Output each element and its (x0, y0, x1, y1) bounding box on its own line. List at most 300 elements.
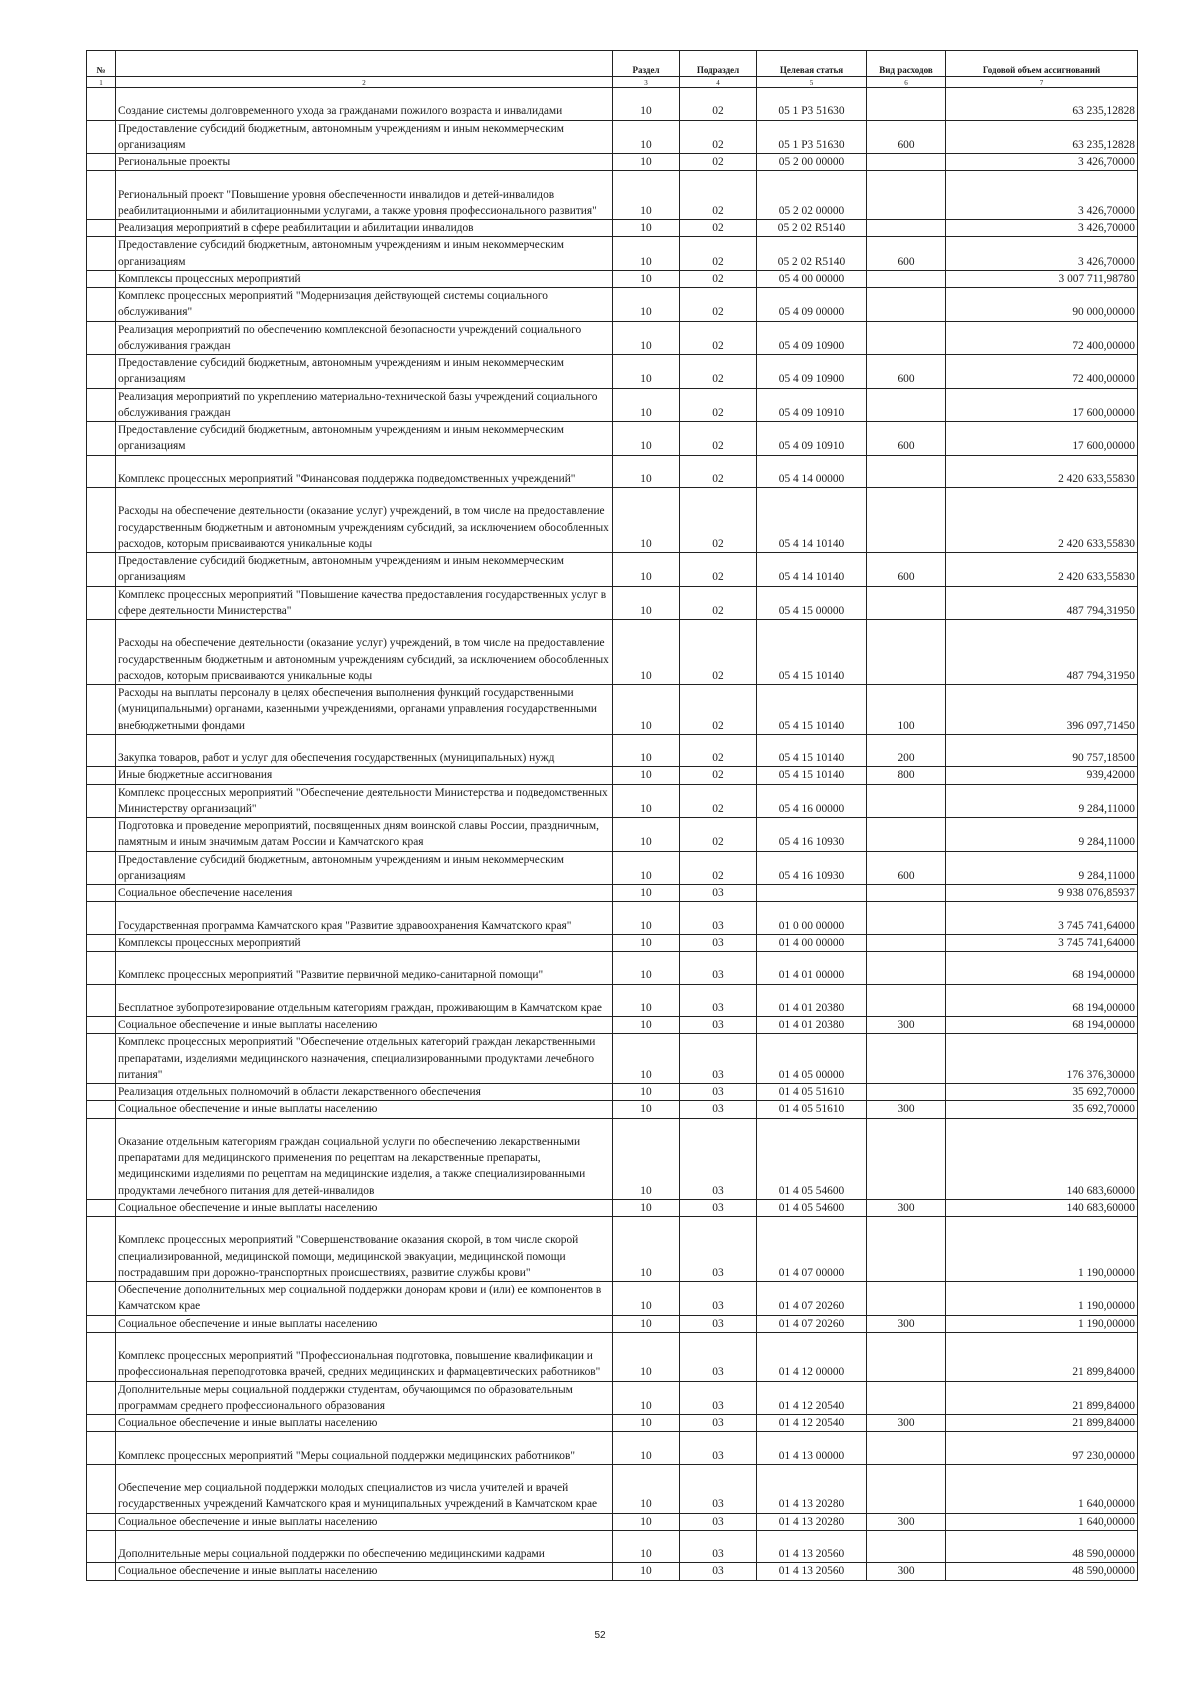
row-name: Комплекс процессных мероприятий "Меры социальной поддержки медицинских работников" (116, 1432, 613, 1465)
row-vid-raskhodov: 300 (867, 1563, 946, 1580)
row-podrazdel: 02 (680, 321, 757, 355)
row-number-cell (87, 1101, 116, 1118)
table-row (87, 321, 1138, 355)
row-celevaya-statya: 01 4 13 20560 (757, 1530, 867, 1563)
row-sum: 9 938 076,85937 (946, 885, 1138, 902)
row-number-cell (87, 88, 116, 121)
row-razdel: 10 (613, 88, 680, 121)
row-podrazdel: 02 (680, 553, 757, 587)
row-podrazdel: 03 (680, 1282, 757, 1316)
row-podrazdel: 02 (680, 288, 757, 322)
table-row (87, 1464, 1138, 1513)
row-sum: 3 745 741,64000 (946, 934, 1138, 951)
row-podrazdel: 03 (680, 1315, 757, 1332)
row-podrazdel: 02 (680, 767, 757, 784)
row-podrazdel: 03 (680, 1332, 757, 1381)
row-number-cell (87, 1530, 116, 1563)
row-podrazdel: 03 (680, 1530, 757, 1563)
row-sum: 97 230,00000 (946, 1432, 1138, 1465)
row-number-cell (87, 734, 116, 767)
row-vid-raskhodov (867, 1084, 946, 1101)
row-sum: 2 420 633,55830 (946, 488, 1138, 553)
row-razdel: 10 (613, 885, 680, 902)
row-razdel: 10 (613, 1118, 680, 1199)
row-name: Дополнительные меры социальной поддержки по обеспечению медицинскими кадрами (116, 1530, 613, 1563)
row-vid-raskhodov (867, 586, 946, 620)
row-name: Социальное обеспечение и иные выплаты населению (116, 1199, 613, 1216)
row-razdel: 10 (613, 685, 680, 735)
row-podrazdel: 02 (680, 784, 757, 818)
row-razdel: 10 (613, 586, 680, 620)
row-razdel: 10 (613, 120, 680, 154)
row-celevaya-statya: 05 4 15 10140 (757, 767, 867, 784)
row-vid-raskhodov (867, 455, 946, 488)
table-row (87, 120, 1138, 154)
row-number-cell (87, 818, 116, 852)
row-podrazdel: 03 (680, 902, 757, 935)
row-name: Социальное обеспечение и иные выплаты населению (116, 1017, 613, 1034)
row-celevaya-statya: 05 4 00 00000 (757, 270, 867, 287)
row-number-cell (87, 1464, 116, 1513)
row-razdel: 10 (613, 1332, 680, 1381)
row-name: Региональные проекты (116, 154, 613, 171)
table-row (87, 934, 1138, 951)
row-celevaya-statya: 01 4 13 20280 (757, 1513, 867, 1530)
row-vid-raskhodov (867, 488, 946, 553)
table-row (87, 586, 1138, 620)
table-row (87, 818, 1138, 852)
row-sum: 72 400,00000 (946, 355, 1138, 389)
row-razdel: 10 (613, 154, 680, 171)
row-podrazdel: 03 (680, 1118, 757, 1199)
row-name: Комплекс процессных мероприятий "Повышение качества предоставления государственных услуг в сфере деятельности Министерства" (116, 586, 613, 620)
row-podrazdel: 02 (680, 220, 757, 237)
row-name: Создание системы долговременного ухода за гражданами пожилого возраста и инвалидами (116, 88, 613, 121)
row-number-cell (87, 1332, 116, 1381)
row-number-cell (87, 784, 116, 818)
row-vid-raskhodov (867, 1282, 946, 1316)
row-celevaya-statya: 01 4 01 00000 (757, 952, 867, 985)
row-podrazdel: 03 (680, 1017, 757, 1034)
row-celevaya-statya: 01 4 05 51610 (757, 1084, 867, 1101)
row-sum: 9 284,11000 (946, 818, 1138, 852)
row-sum: 9 284,11000 (946, 851, 1138, 885)
table-body (87, 88, 1138, 1581)
row-sum: 35 692,70000 (946, 1084, 1138, 1101)
row-celevaya-statya: 05 4 14 10140 (757, 488, 867, 553)
row-celevaya-statya: 05 4 14 10140 (757, 553, 867, 587)
row-name: Расходы на выплаты персоналу в целях обеспечения выполнения функций государственными (муниципальными) органами, казенными учреждениями, органами управления государственными внебюджетными фондами (116, 685, 613, 735)
row-sum: 1 190,00000 (946, 1282, 1138, 1316)
row-celevaya-statya: 01 4 00 00000 (757, 934, 867, 951)
row-name: Комплексы процессных мероприятий (116, 934, 613, 951)
row-vid-raskhodov: 600 (867, 237, 946, 271)
header-razdel: Раздел (613, 51, 680, 77)
row-sum: 21 899,84000 (946, 1415, 1138, 1432)
row-celevaya-statya: 01 4 12 00000 (757, 1332, 867, 1381)
row-celevaya-statya: 05 4 15 10140 (757, 734, 867, 767)
row-razdel: 10 (613, 488, 680, 553)
row-name: Предоставление субсидий бюджетным, автономным учреждениям и иным некоммерческим организациям (116, 237, 613, 271)
row-podrazdel: 02 (680, 818, 757, 852)
row-vid-raskhodov (867, 902, 946, 935)
row-sum: 140 683,60000 (946, 1199, 1138, 1216)
row-vid-raskhodov: 600 (867, 355, 946, 389)
row-celevaya-statya: 01 4 07 00000 (757, 1217, 867, 1282)
row-podrazdel: 03 (680, 1199, 757, 1216)
row-razdel: 10 (613, 1017, 680, 1034)
row-sum: 21 899,84000 (946, 1381, 1138, 1415)
row-vid-raskhodov (867, 388, 946, 422)
row-name: Социальное обеспечение и иные выплаты населению (116, 1101, 613, 1118)
header-celevaya: Целевая статья (757, 51, 867, 77)
column-number: 5 (757, 77, 867, 88)
row-vid-raskhodov (867, 952, 946, 985)
table-row (87, 220, 1138, 237)
row-name: Комплекс процессных мероприятий "Развитие первичной медико-санитарной помощи" (116, 952, 613, 985)
row-sum: 3 426,70000 (946, 237, 1138, 271)
row-number-cell (87, 1034, 116, 1084)
row-celevaya-statya: 05 4 09 10900 (757, 355, 867, 389)
header-vid: Вид расходов (867, 51, 946, 77)
row-vid-raskhodov (867, 171, 946, 220)
row-name: Государственная программа Камчатского края "Развитие здравоохранения Камчатского края" (116, 902, 613, 935)
table-header (87, 51, 1138, 88)
table-row (87, 1101, 1138, 1118)
row-vid-raskhodov (867, 288, 946, 322)
row-sum: 487 794,31950 (946, 620, 1138, 685)
column-number: 2 (116, 77, 613, 88)
row-celevaya-statya: 01 4 01 20380 (757, 984, 867, 1017)
row-razdel: 10 (613, 952, 680, 985)
row-celevaya-statya: 01 4 01 20380 (757, 1017, 867, 1034)
row-celevaya-statya: 01 4 05 54600 (757, 1199, 867, 1216)
row-celevaya-statya: 05 2 00 00000 (757, 154, 867, 171)
table-row (87, 422, 1138, 456)
row-celevaya-statya: 01 0 00 00000 (757, 902, 867, 935)
row-razdel: 10 (613, 851, 680, 885)
row-name: Подготовка и проведение мероприятий, посвященных дням воинской славы России, праздничным, памятным и иным значимым датам России и Камчатского края (116, 818, 613, 852)
row-vid-raskhodov: 600 (867, 422, 946, 456)
row-sum: 90 000,00000 (946, 288, 1138, 322)
table-row (87, 734, 1138, 767)
row-number-cell (87, 171, 116, 220)
row-name: Социальное обеспечение и иные выплаты населению (116, 1415, 613, 1432)
row-celevaya-statya: 05 4 15 10140 (757, 685, 867, 735)
row-vid-raskhodov (867, 88, 946, 121)
row-razdel: 10 (613, 553, 680, 587)
table-row (87, 355, 1138, 389)
row-sum: 939,42000 (946, 767, 1138, 784)
row-vid-raskhodov: 300 (867, 1101, 946, 1118)
row-razdel: 10 (613, 1513, 680, 1530)
row-razdel: 10 (613, 1432, 680, 1465)
row-number-cell (87, 885, 116, 902)
row-number-cell (87, 422, 116, 456)
column-number: 7 (946, 77, 1138, 88)
row-podrazdel: 02 (680, 488, 757, 553)
row-number-cell (87, 488, 116, 553)
row-name: Оказание отдельным категориям граждан социальной услуги по обеспечению лекарственными препаратами для медицинского применения по рецептам на лекарственные препараты, медицинскими изделиями по рецептам на медицинские изделия, а также специализированными продуктами лечебного питания для детей-инвалидов (116, 1118, 613, 1199)
row-razdel: 10 (613, 784, 680, 818)
row-vid-raskhodov: 100 (867, 685, 946, 735)
table-row (87, 270, 1138, 287)
row-sum: 140 683,60000 (946, 1118, 1138, 1199)
row-celevaya-statya: 01 4 12 20540 (757, 1381, 867, 1415)
row-number-cell (87, 1563, 116, 1580)
row-vid-raskhodov (867, 1332, 946, 1381)
row-celevaya-statya: 05 4 16 10930 (757, 851, 867, 885)
row-podrazdel: 03 (680, 1217, 757, 1282)
table-row (87, 685, 1138, 735)
row-vid-raskhodov (867, 220, 946, 237)
row-vid-raskhodov: 300 (867, 1415, 946, 1432)
row-podrazdel: 02 (680, 455, 757, 488)
row-number-cell (87, 288, 116, 322)
row-name: Обеспечение дополнительных мер социальной поддержки донорам крови и (или) ее компонентов в Камчатском крае (116, 1282, 613, 1316)
table-row (87, 1381, 1138, 1415)
row-sum: 3 426,70000 (946, 154, 1138, 171)
row-number-cell (87, 1017, 116, 1034)
row-vid-raskhodov (867, 818, 946, 852)
row-podrazdel: 03 (680, 984, 757, 1017)
row-vid-raskhodov (867, 1464, 946, 1513)
table-row (87, 488, 1138, 553)
row-vid-raskhodov (867, 270, 946, 287)
table-row (87, 1034, 1138, 1084)
row-celevaya-statya: 05 2 02 00000 (757, 171, 867, 220)
row-razdel: 10 (613, 171, 680, 220)
row-sum: 1 640,00000 (946, 1513, 1138, 1530)
row-podrazdel: 02 (680, 734, 757, 767)
row-number-cell (87, 851, 116, 885)
row-celevaya-statya: 05 1 P3 51630 (757, 120, 867, 154)
column-number: 3 (613, 77, 680, 88)
row-name: Предоставление субсидий бюджетным, автономным учреждениям и иным некоммерческим организациям (116, 851, 613, 885)
row-vid-raskhodov (867, 934, 946, 951)
row-sum: 63 235,12828 (946, 88, 1138, 121)
row-sum: 63 235,12828 (946, 120, 1138, 154)
row-sum: 68 194,00000 (946, 984, 1138, 1017)
header-row (87, 51, 1138, 77)
row-razdel: 10 (613, 1217, 680, 1282)
row-razdel: 10 (613, 321, 680, 355)
row-celevaya-statya: 05 4 16 00000 (757, 784, 867, 818)
row-podrazdel: 02 (680, 422, 757, 456)
row-number-cell (87, 1415, 116, 1432)
row-vid-raskhodov: 800 (867, 767, 946, 784)
row-number-cell (87, 455, 116, 488)
row-podrazdel: 02 (680, 586, 757, 620)
row-celevaya-statya: 05 4 09 10910 (757, 422, 867, 456)
row-celevaya-statya: 05 4 09 10900 (757, 321, 867, 355)
row-number-cell (87, 586, 116, 620)
row-sum: 3 426,70000 (946, 220, 1138, 237)
row-podrazdel: 03 (680, 1101, 757, 1118)
row-sum: 2 420 633,55830 (946, 455, 1138, 488)
row-number-cell (87, 1513, 116, 1530)
row-razdel: 10 (613, 388, 680, 422)
table-row (87, 851, 1138, 885)
header-name (116, 51, 613, 77)
row-name: Реализация мероприятий в сфере реабилитации и абилитации инвалидов (116, 220, 613, 237)
row-razdel: 10 (613, 1530, 680, 1563)
table-row (87, 1432, 1138, 1465)
row-vid-raskhodov: 600 (867, 851, 946, 885)
table-row (87, 767, 1138, 784)
row-sum: 176 376,30000 (946, 1034, 1138, 1084)
row-sum: 35 692,70000 (946, 1101, 1138, 1118)
row-vid-raskhodov (867, 154, 946, 171)
table-row (87, 1118, 1138, 1199)
row-celevaya-statya: 05 4 09 00000 (757, 288, 867, 322)
row-name: Социальное обеспечение населения (116, 885, 613, 902)
row-name: Комплекс процессных мероприятий "Профессиональная подготовка, повышение квалификации и профессиональная переподготовка врачей, средних медицинских и фармацевтических работников" (116, 1332, 613, 1381)
column-number: 6 (867, 77, 946, 88)
column-number: 4 (680, 77, 757, 88)
row-celevaya-statya: 05 4 15 00000 (757, 586, 867, 620)
row-name: Предоставление субсидий бюджетным, автономным учреждениям и иным некоммерческим организациям (116, 355, 613, 389)
row-number-cell (87, 120, 116, 154)
row-number-cell (87, 685, 116, 735)
row-razdel: 10 (613, 237, 680, 271)
row-number-cell (87, 767, 116, 784)
row-podrazdel: 03 (680, 1034, 757, 1084)
row-vid-raskhodov (867, 784, 946, 818)
row-sum: 1 190,00000 (946, 1217, 1138, 1282)
row-celevaya-statya: 05 4 14 00000 (757, 455, 867, 488)
row-podrazdel: 02 (680, 851, 757, 885)
row-podrazdel: 03 (680, 1084, 757, 1101)
row-number-cell (87, 154, 116, 171)
row-podrazdel: 03 (680, 1381, 757, 1415)
table-row (87, 885, 1138, 902)
row-vid-raskhodov (867, 984, 946, 1017)
budget-table (86, 50, 1138, 1581)
row-podrazdel: 03 (680, 885, 757, 902)
row-podrazdel: 02 (680, 685, 757, 735)
row-vid-raskhodov: 600 (867, 553, 946, 587)
row-number-cell (87, 984, 116, 1017)
row-razdel: 10 (613, 288, 680, 322)
row-celevaya-statya: 01 4 13 00000 (757, 1432, 867, 1465)
row-number-cell (87, 902, 116, 935)
row-vid-raskhodov: 300 (867, 1017, 946, 1034)
table-row (87, 784, 1138, 818)
row-number-cell (87, 388, 116, 422)
row-razdel: 10 (613, 1101, 680, 1118)
row-name: Реализация мероприятий по укреплению материально-технической базы учреждений социального обслуживания граждан (116, 388, 613, 422)
row-sum: 2 420 633,55830 (946, 553, 1138, 587)
row-sum: 487 794,31950 (946, 586, 1138, 620)
row-razdel: 10 (613, 270, 680, 287)
row-celevaya-statya: 01 4 13 20560 (757, 1563, 867, 1580)
row-vid-raskhodov (867, 1381, 946, 1415)
row-vid-raskhodov: 300 (867, 1315, 946, 1332)
row-sum: 17 600,00000 (946, 422, 1138, 456)
table-row (87, 1017, 1138, 1034)
row-celevaya-statya: 05 4 15 10140 (757, 620, 867, 685)
row-number-cell (87, 1217, 116, 1282)
header-num: № (87, 51, 116, 77)
row-name: Бесплатное зубопротезирование отдельным категориям граждан, проживающим в Камчатском крае (116, 984, 613, 1017)
row-number-cell (87, 220, 116, 237)
row-name: Иные бюджетные ассигнования (116, 767, 613, 784)
row-razdel: 10 (613, 455, 680, 488)
table-row (87, 1217, 1138, 1282)
table-row (87, 1332, 1138, 1381)
table-row (87, 902, 1138, 935)
row-vid-raskhodov: 200 (867, 734, 946, 767)
row-number-cell (87, 1118, 116, 1199)
row-razdel: 10 (613, 1563, 680, 1580)
row-name: Социальное обеспечение и иные выплаты населению (116, 1315, 613, 1332)
row-vid-raskhodov (867, 1217, 946, 1282)
row-vid-raskhodov: 300 (867, 1199, 946, 1216)
row-celevaya-statya (757, 885, 867, 902)
row-vid-raskhodov (867, 620, 946, 685)
row-podrazdel: 02 (680, 120, 757, 154)
row-sum: 9 284,11000 (946, 784, 1138, 818)
column-number-row (87, 77, 1138, 88)
row-razdel: 10 (613, 355, 680, 389)
row-celevaya-statya: 05 4 16 10930 (757, 818, 867, 852)
row-celevaya-statya: 01 4 05 51610 (757, 1101, 867, 1118)
row-podrazdel: 02 (680, 171, 757, 220)
row-celevaya-statya: 01 4 07 20260 (757, 1315, 867, 1332)
row-sum: 48 590,00000 (946, 1530, 1138, 1563)
row-sum: 1 640,00000 (946, 1464, 1138, 1513)
row-celevaya-statya: 01 4 05 00000 (757, 1034, 867, 1084)
table-row (87, 154, 1138, 171)
row-podrazdel: 03 (680, 1432, 757, 1465)
row-name: Социальное обеспечение и иные выплаты населению (116, 1563, 613, 1580)
table-row (87, 1084, 1138, 1101)
row-number-cell (87, 1381, 116, 1415)
row-razdel: 10 (613, 1199, 680, 1216)
table-row (87, 620, 1138, 685)
row-sum: 68 194,00000 (946, 1017, 1138, 1034)
table-row (87, 288, 1138, 322)
row-number-cell (87, 1315, 116, 1332)
row-celevaya-statya: 05 1 P3 51630 (757, 88, 867, 121)
table-row (87, 1315, 1138, 1332)
row-name: Региональный проект "Повышение уровня обеспеченности инвалидов и детей-инвалидов реабилитационными и абилитационными услугами, а также уровня профессионального развития" (116, 171, 613, 220)
row-razdel: 10 (613, 1034, 680, 1084)
row-sum: 1 190,00000 (946, 1315, 1138, 1332)
row-podrazdel: 03 (680, 1464, 757, 1513)
row-podrazdel: 03 (680, 1513, 757, 1530)
row-number-cell (87, 270, 116, 287)
row-sum: 396 097,71450 (946, 685, 1138, 735)
row-vid-raskhodov (867, 321, 946, 355)
row-number-cell (87, 355, 116, 389)
row-podrazdel: 02 (680, 270, 757, 287)
row-name: Реализация мероприятий по обеспечению комплексной безопасности учреждений социального обслуживания граждан (116, 321, 613, 355)
row-vid-raskhodov (867, 1530, 946, 1563)
row-razdel: 10 (613, 1464, 680, 1513)
row-vid-raskhodov (867, 1118, 946, 1199)
row-celevaya-statya: 05 2 02 R5140 (757, 220, 867, 237)
row-sum: 48 590,00000 (946, 1563, 1138, 1580)
table-row (87, 952, 1138, 985)
row-number-cell (87, 620, 116, 685)
row-name: Предоставление субсидий бюджетным, автономным учреждениям и иным некоммерческим организациям (116, 553, 613, 587)
row-razdel: 10 (613, 1381, 680, 1415)
table-row (87, 1415, 1138, 1432)
row-number-cell (87, 1084, 116, 1101)
table-row (87, 1282, 1138, 1316)
